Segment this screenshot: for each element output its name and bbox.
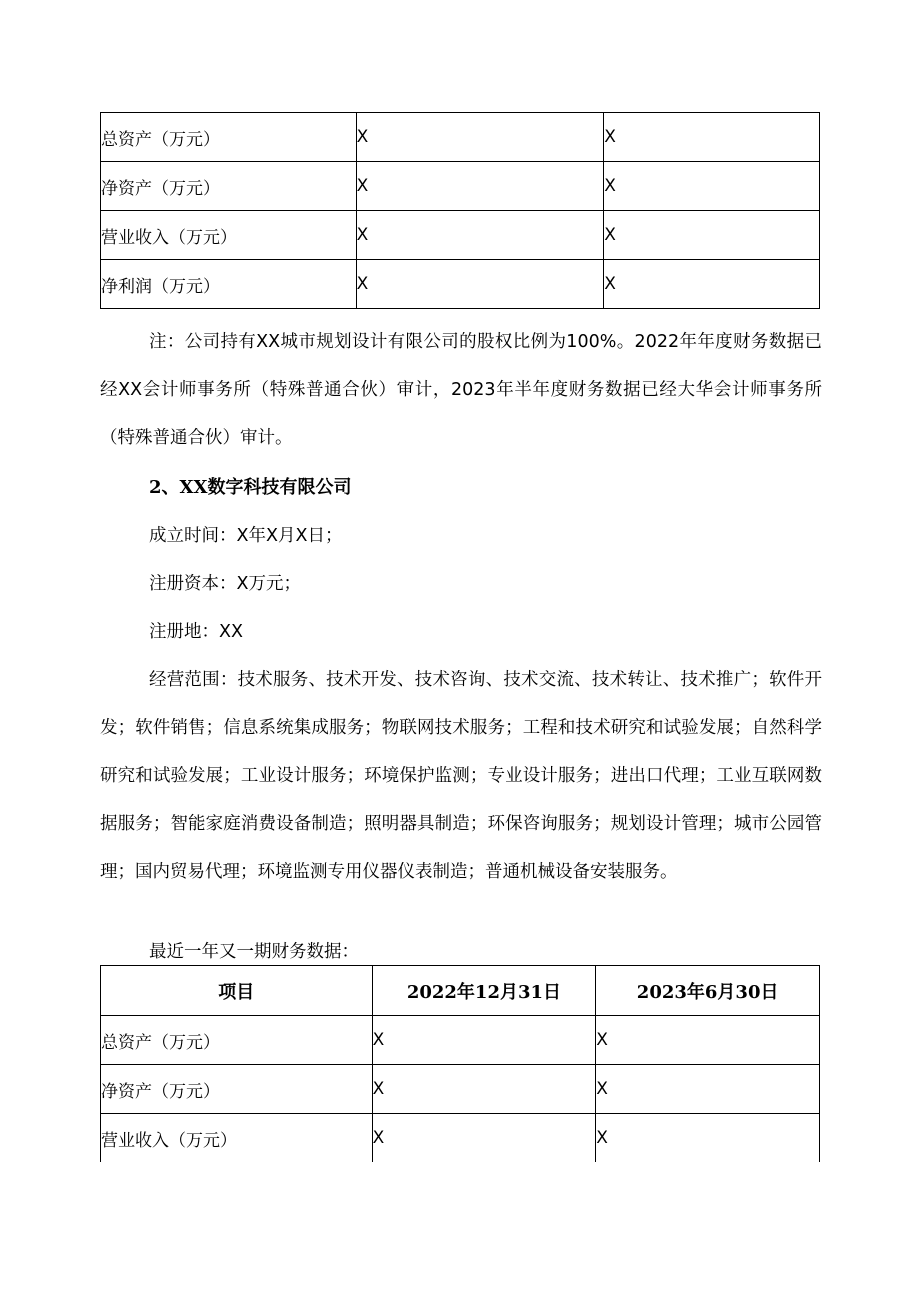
table-row: [101, 1114, 820, 1163]
section-heading: 2、XX数字科技有限公司: [149, 477, 352, 498]
table-row: [101, 1065, 820, 1114]
business-scope: 经营范围：技术服务、技术开发、技术咨询、技术交流、技术转让、技术推广；软件开发；软件销售；信息系统集成服务；物联网技术服务；工程和技术研究和试验发展；自然科学研究和试验发展；工业设计服务；环境保护监测；专业设计服务；进出口代理；工业互联网数据服务；智能家庭消费设备制造；照明器具制造；环保咨询服务；规划设计管理；城市公园管理；国内贸易代理；环境监测专用仪器仪表制造；普通机械设备安装服务。: [100, 670, 822, 882]
registered-address: 注册地：XX: [149, 622, 243, 642]
table-row: [101, 162, 820, 211]
row-label: 净利润（万元）: [101, 260, 357, 309]
table-row: [101, 1016, 820, 1065]
cell-value: X: [604, 162, 820, 211]
row-label: 净资产（万元）: [101, 1065, 373, 1114]
cell-value: X: [596, 1114, 820, 1163]
cell-value: X: [356, 260, 604, 309]
row-label: 营业收入（万元）: [101, 211, 357, 260]
registered-capital: 注册资本：X万元；: [149, 574, 301, 594]
cell-value: X: [356, 162, 604, 211]
cell-value: X: [604, 113, 820, 162]
financial-table-2: [100, 965, 820, 1162]
table-header-row: [101, 966, 820, 1016]
table-row: [101, 211, 820, 260]
column-header: 2022年12月31日: [372, 966, 596, 1016]
cell-value: X: [356, 113, 604, 162]
column-header: 2023年6月30日: [596, 966, 820, 1016]
established-date: 成立时间：X年X月X日；: [149, 526, 343, 546]
cell-value: X: [604, 211, 820, 260]
cell-value: X: [356, 211, 604, 260]
row-label: 总资产（万元）: [101, 1016, 373, 1065]
cell-value: X: [596, 1065, 820, 1114]
row-label: 总资产（万元）: [101, 113, 357, 162]
cell-value: X: [372, 1065, 596, 1114]
column-header: 项目: [101, 966, 373, 1016]
cell-value: X: [372, 1114, 596, 1163]
audit-note: 注：公司持有XX城市规划设计有限公司的股权比例为100%。2022年年度财务数据已经XX会计师事务所（特殊普通合伙）审计，2023年半年度财务数据已经大华会计师事务所（特殊普通合伙）审计。: [100, 332, 822, 448]
cell-value: X: [604, 260, 820, 309]
financial-table-1: [100, 112, 820, 309]
table-row: [101, 260, 820, 309]
cell-value: X: [596, 1016, 820, 1065]
finance-caption: 最近一年又一期财务数据：: [149, 942, 359, 962]
row-label: 净资产（万元）: [101, 162, 357, 211]
row-label: 营业收入（万元）: [101, 1114, 373, 1163]
table-row: [101, 113, 820, 162]
cell-value: X: [372, 1016, 596, 1065]
